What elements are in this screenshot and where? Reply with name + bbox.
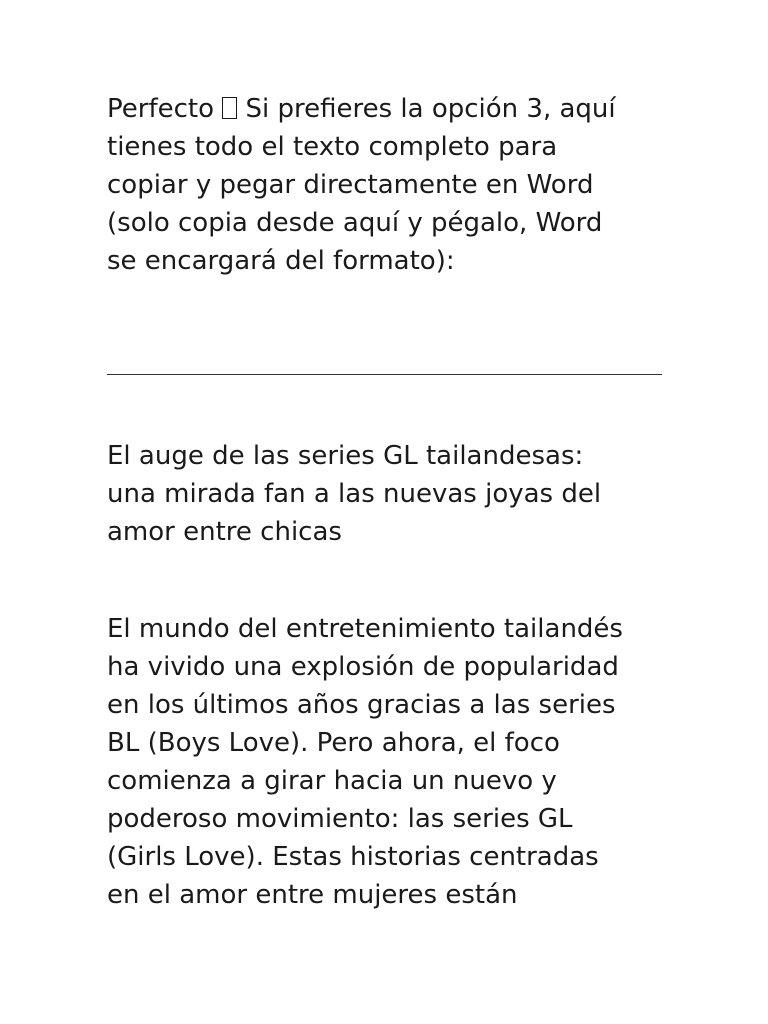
intro-paragraph xyxy=(107,90,662,280)
article-body-paragraph: El mundo del entretenimiento tailandés ha vivido una explosión de popularidad en los últimos años gracias a las series BL (Boys Love). Pero ahora, el foco comienza a girar hacia un nuevo y poderoso movimiento: las series GL (Girls Love). Estas historias centradas en el amor entre mujeres están xyxy=(107,614,623,910)
horizontal-divider xyxy=(107,374,662,375)
missing-glyph-icon xyxy=(222,97,237,119)
intro-text: Si prefieres la opción 3, aquí tienes todo el texto completo para copiar y pegar directamente en Word (solo copia desde aquí y pégalo, Word se encargará del formato): xyxy=(107,94,616,276)
article-body-block xyxy=(107,610,662,914)
intro-prefix: Perfecto xyxy=(107,94,214,124)
article-title-block xyxy=(107,437,662,551)
article-title: El auge de las series GL tailandesas: una mirada fan a las nuevas joyas del amor entre chicas xyxy=(107,441,602,547)
